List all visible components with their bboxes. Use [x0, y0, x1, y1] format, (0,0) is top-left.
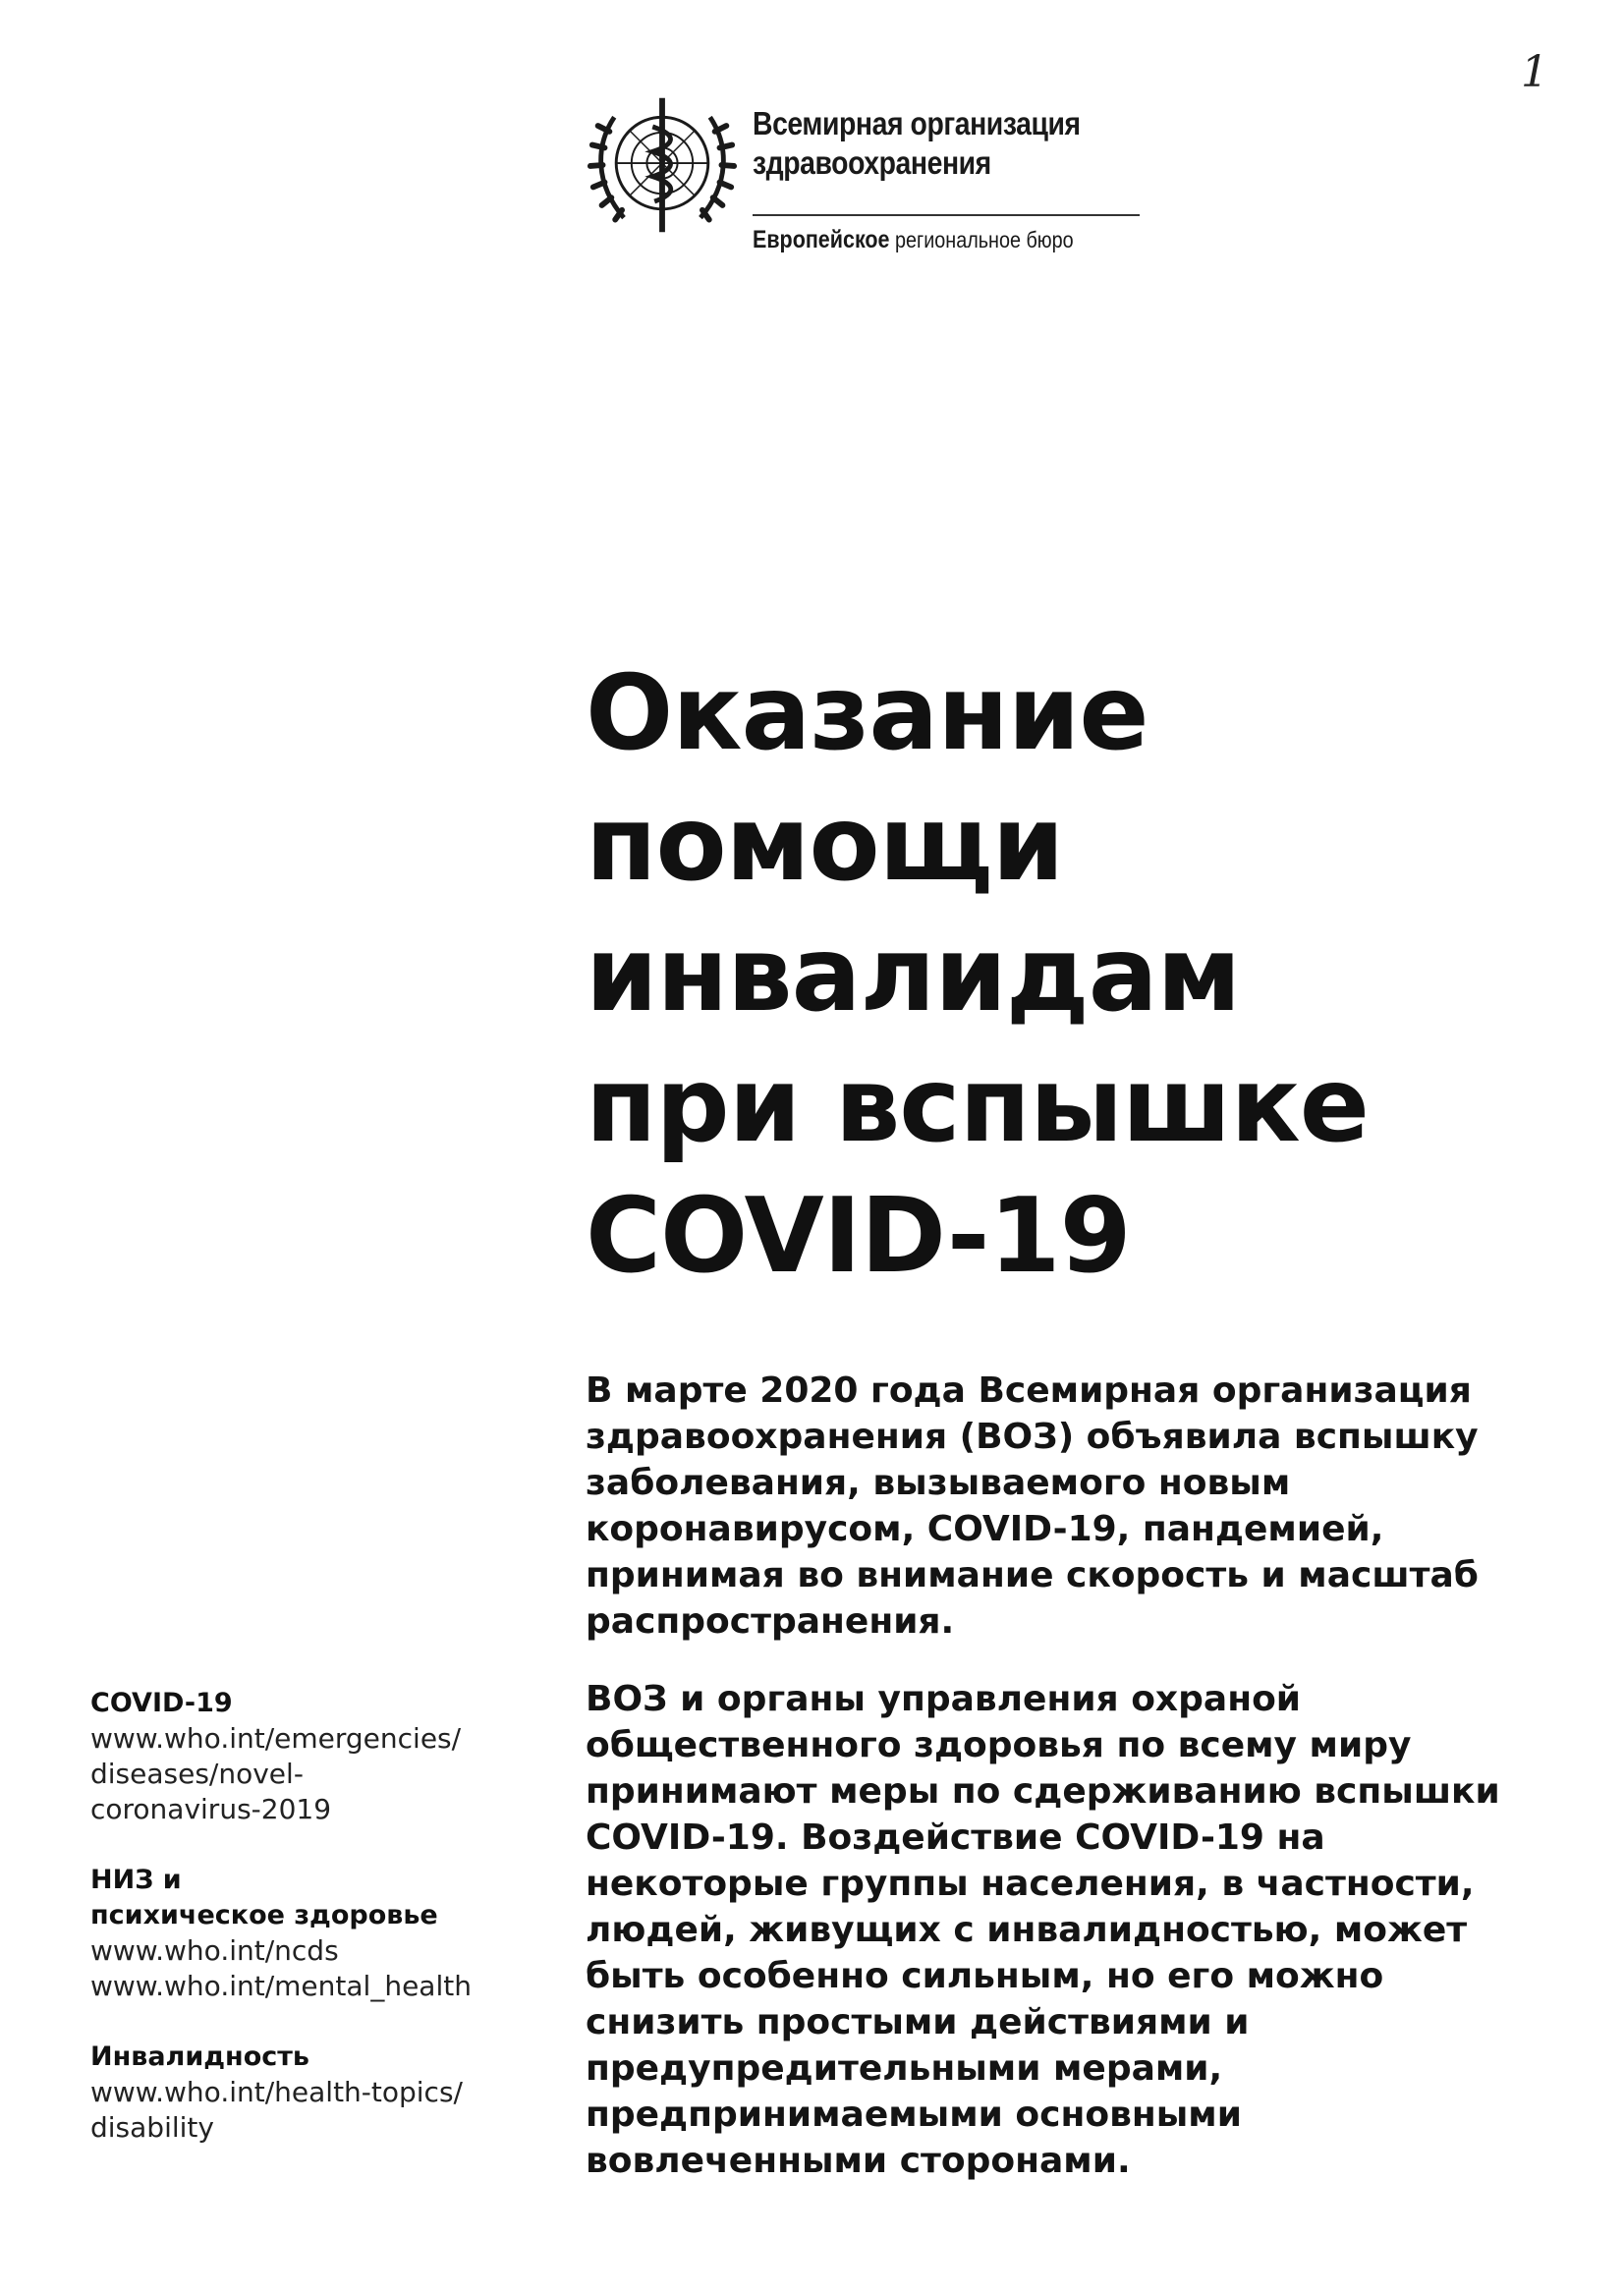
- title-line: Оказание: [586, 653, 1148, 773]
- who-header: [586, 83, 1155, 269]
- title-line: помощи: [586, 784, 1064, 904]
- sidebar-label: НИЗ и: [90, 1865, 182, 1895]
- who-emblem-icon: [586, 88, 739, 242]
- sidebar-label: психическое здоровье: [90, 1900, 438, 1930]
- regional-office-rest: региональное бюро: [895, 227, 1074, 252]
- sidebar-link: www.who.int/ncds: [90, 1934, 339, 1967]
- org-name-line1: Всемирная организация: [753, 105, 1081, 141]
- sidebar-link: disability: [90, 2111, 214, 2144]
- sidebar-link: www.who.int/emergencies/: [90, 1722, 462, 1755]
- sidebar-block-covid: [90, 1686, 542, 1827]
- sidebar-link: www.who.int/health-topics/: [90, 2076, 463, 2108]
- header-divider: [753, 214, 1140, 216]
- body-paragraph-1: В марте 2020 года Всемирная организация здравоохранения (ВОЗ) объявила вспышку заболевания, вызываемого новым коронавирусом, COVID-19, пандемией, принимая во внимание скорость и масштаб распространения.: [586, 1370, 1479, 1642]
- org-name-line2: здравоохранения: [753, 144, 991, 181]
- sidebar-link: coronavirus-2019: [90, 1793, 332, 1825]
- regional-office-bold: Европейское: [753, 226, 890, 253]
- sidebar-label: Инвалидность: [90, 2041, 309, 2072]
- sidebar-link: diseases/novel-: [90, 1758, 304, 1790]
- document-title: [586, 648, 1548, 1302]
- sidebar-block-disability: [90, 2040, 542, 2146]
- title-line: инвалидам: [586, 915, 1241, 1034]
- org-name: [753, 104, 1081, 183]
- sidebar-block-ncds: [90, 1863, 542, 2004]
- body-paragraph-2: ВОЗ и органы управления охраной общественного здоровья по всему миру принимают меры по сдерживанию вспышки COVID-19. Воздействие COVID-19 на некоторые группы населения, в частности, людей, живущих с инвалидностью, может быть особенно сильным, но его можно снизить простыми действиями и предупредительными мерами, предпринимаемыми основными вовлеченными сторонами.: [586, 1679, 1500, 2181]
- sidebar-label: COVID-19: [90, 1688, 233, 1718]
- sidebar-links: [90, 1686, 542, 2181]
- body-text: [586, 1368, 1529, 2215]
- title-line: COVID-19: [586, 1176, 1131, 1296]
- sidebar-link: www.who.int/mental_health: [90, 1970, 472, 2002]
- page-number: 1: [1521, 47, 1548, 97]
- title-line: при вспышке: [586, 1045, 1370, 1165]
- regional-office: [753, 226, 1074, 254]
